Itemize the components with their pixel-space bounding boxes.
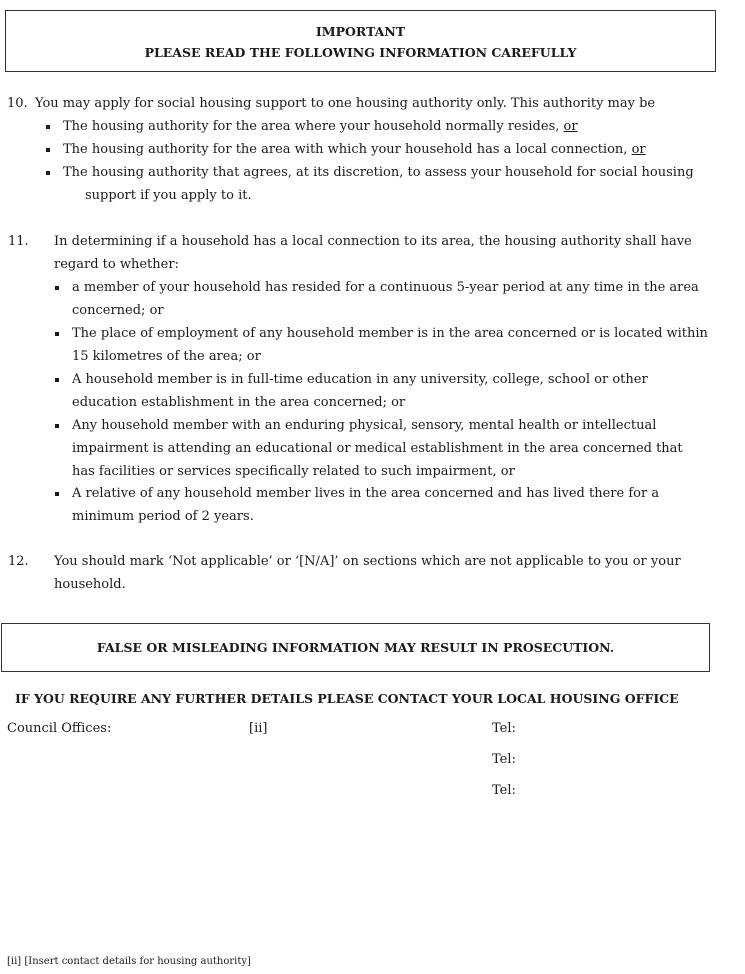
footnote: [ii] [Insert contact details for housing authority] — [7, 956, 251, 967]
contact-heading: IF YOU REQUIRE ANY FURTHER DETAILS PLEASE CONTACT YOUR LOCAL HOUSING OFFICE — [15, 691, 679, 706]
item-11-bullet-4-l3: has facilities or services specifically related to such impairment, or — [72, 464, 515, 479]
bullet-icon — [55, 492, 59, 496]
important-subtitle: PLEASE READ THE FOLLOWING INFORMATION CAREFULLY — [144, 45, 577, 60]
council-offices-label: Council Offices: — [7, 721, 112, 736]
footnote-reference: [ii] — [249, 721, 268, 736]
item-11-bullet-5-l2: minimum period of 2 years. — [72, 509, 254, 524]
item-12-line-2: household. — [54, 577, 126, 592]
important-notice-box — [5, 10, 716, 72]
item-11-bullet-3-l1: A household member is in full-time education in any university, college, school or other — [72, 372, 648, 387]
tel-label: Tel: — [492, 721, 516, 736]
bullet-icon — [46, 125, 50, 129]
bullet-icon — [46, 171, 50, 175]
item-10-bullet-2: The housing authority for the area with which your household has a local connection, or — [63, 142, 646, 157]
bullet-icon — [55, 286, 59, 290]
item-11-intro-1: In determining if a household has a local connection to its area, the housing authority shall have — [54, 234, 692, 249]
item-10-intro: You may apply for social housing support to one housing authority only. This authority may be — [35, 96, 656, 111]
item-11-bullet-2-l2: 15 kilometres of the area; or — [72, 349, 261, 364]
item-10-bullet-1: The housing authority for the area where your household normally resides, or — [63, 119, 578, 134]
prosecution-warning-box — [1, 623, 710, 672]
item-12-line-1: You should mark ‘Not applicable’ or ‘[N/A]’ on sections which are not applicable to you or your — [54, 554, 681, 569]
item-12-number: 12. — [8, 554, 29, 569]
bullet-icon — [55, 378, 59, 382]
item-11-bullet-2-l1: The place of employment of any household member is in the area concerned or is located within — [72, 326, 708, 341]
item-11-number: 11. — [8, 234, 29, 249]
important-title: IMPORTANT — [315, 24, 406, 39]
item-11-bullet-4-l2: impairment is attending an educational or medical establishment in the area concerned that — [72, 441, 683, 456]
item-11-bullet-5-l1: A relative of any household member lives in the area concerned and has lived there for a — [72, 486, 660, 501]
prosecution-warning-text: FALSE OR MISLEADING INFORMATION MAY RESULT IN PROSECUTION. — [96, 640, 615, 655]
tel-label: Tel: — [492, 752, 516, 767]
bullet-icon — [46, 148, 50, 152]
tel-label: Tel: — [492, 783, 516, 798]
item-11-intro-2: regard to whether: — [54, 257, 179, 272]
item-10-number: 10. — [7, 96, 28, 111]
item-10-bullet-3: The housing authority that agrees, at its discretion, to assess your household for social housing — [63, 165, 694, 180]
item-11-bullet-4-l1: Any household member with an enduring physical, sensory, mental health or intellectual — [72, 418, 657, 433]
item-11-bullet-1-l2: concerned; or — [72, 303, 164, 318]
item-10-bullet-3-cont: support if you apply to it. — [85, 188, 252, 203]
bullet-icon — [55, 424, 59, 428]
item-11-bullet-3-l2: education establishment in the area concerned; or — [72, 395, 406, 410]
bullet-icon — [55, 332, 59, 336]
item-11-bullet-1-l1: a member of your household has resided for a continuous 5-year period at any time in the area — [72, 280, 699, 295]
